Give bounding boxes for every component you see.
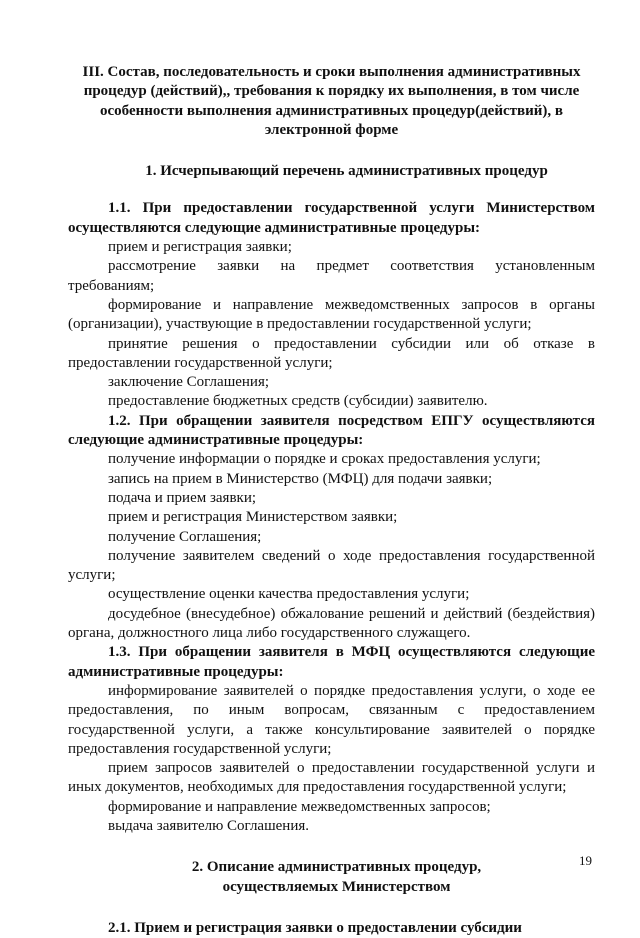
paragraph-1-2-heading: 1.2. При обращении заявителя посредством ЕПГУ осуществляются следующие административные процедуры: <box>68 412 595 449</box>
paragraph-2-1-heading: 2.1. Прием и регистрация заявки о предоставлении субсидии <box>108 919 522 936</box>
list-item: выдача заявителю Соглашения. <box>108 817 309 834</box>
document-body <box>68 63 595 938</box>
list-item: предоставление бюджетных средств (субсидии) заявителю. <box>108 393 488 410</box>
list-item: получение заявителем сведений о ходе предоставления государственной услуги; <box>68 547 595 584</box>
list-item: информирование заявителей о порядке предоставления услуги, о ходе ее предоставления, по иным вопросам, связанным с предоставлением государственной услуги, а также консультирование заявителей о порядке предоставления государственной услуги; <box>68 682 595 757</box>
list-item: прием и регистрация заявки; <box>108 239 292 256</box>
list-item: досудебное (внесудебное) обжалование решений и действий (бездействия) органа, должностного лица либо государственного служащего. <box>68 605 595 642</box>
list-item: принятие решения о предоставлении субсидии или об отказе в предоставлении государственной услуги; <box>68 335 595 371</box>
list-item: прием запросов заявителей о предоставлении государственной услуги и иных документов, необходимых для предоставления государственной услуги; <box>68 760 595 796</box>
list-item: получение Соглашения; <box>108 528 262 545</box>
list-item: осуществление оценки качества предоставления услуги; <box>108 586 470 603</box>
list-item: запись на прием в Министерство (МФЦ) для подачи заявки; <box>108 470 493 487</box>
list-item: формирование и направление межведомственных запросов в органы (организации), участвующие в предоставлении государственной услуги; <box>68 296 595 333</box>
page-number: 19 <box>579 853 592 868</box>
paragraph-1-1-heading: 1.1. При предоставлении государственной услуги Министерством осуществляются следующие административные процедуры: <box>68 200 595 236</box>
subsection-2-title: 2. Описание административных процедур, осуществляемых Министерством <box>191 859 482 895</box>
subsection-1-title: 1. Исчерпывающий перечень административных процедур <box>145 163 548 180</box>
list-item: формирование и направление межведомственных запросов; <box>108 798 491 815</box>
list-item: получение информации о порядке и сроках предоставления услуги; <box>108 451 541 468</box>
list-item: рассмотрение заявки на предмет соответствия установленным требованиям; <box>68 258 595 294</box>
list-item: подача и прием заявки; <box>108 489 257 506</box>
list-item: заключение Соглашения; <box>108 374 270 391</box>
section-title: III. Состав, последовательность и сроки выполнения административных процедур (действий),, требования к порядку их выполнения, в том числе особенности выполнения административных процедур(действий), в электронной форме <box>82 64 581 138</box>
paragraph-1-3-heading: 1.3. При обращении заявителя в МФЦ осуществляются следующие административные процедуры: <box>68 644 595 680</box>
list-item: прием и регистрация Министерством заявки; <box>108 509 398 526</box>
